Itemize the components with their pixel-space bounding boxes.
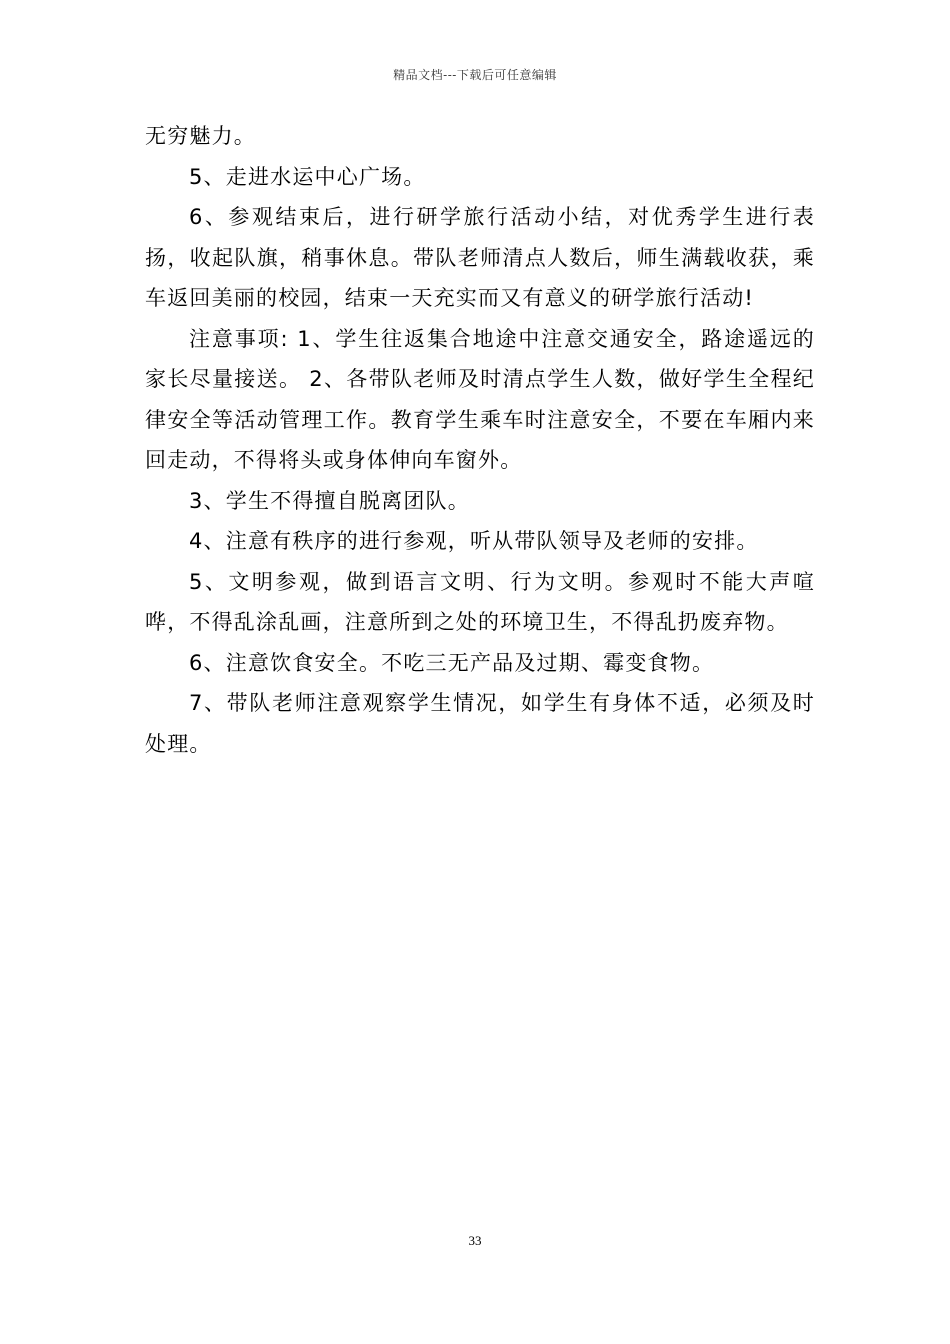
paragraph-item-5-square: 5、走进水运中心广场。: [189, 164, 426, 189]
paragraph-notes: 注意事项: 1、学生往返集合地途中注意交通安全，路途遥远的家长尽量接送。 2、各带队老师及时清点学生人数，做好学生全程纪律安全等活动管理工作。教育学生乘车时注意安全，不要在车厢内来回走动，不得将头或身体伸向车窗外。: [145, 326, 815, 472]
page-number: 33: [468, 1233, 482, 1248]
paragraph-note-4: 4、注意有秩序的进行参观，听从带队领导及老师的安排。: [189, 529, 759, 553]
paragraph-note-5: 5、文明参观，做到语言文明、行为文明。参观时不能大声喧哗，不得乱涂乱画，注意所到之处的环境卫生，不得乱扔废弃物。: [145, 569, 815, 634]
paragraph-note-6: 6、注意饮食安全。不吃三无产品及过期、霉变食物。: [189, 650, 715, 675]
paragraph-continuation: 无穷魅力。: [145, 124, 256, 148]
document-body: [145, 116, 815, 764]
paragraph-note-3: 3、学生不得擅自脱离团队。: [189, 488, 470, 513]
paragraph-note-7: 7、带队老师注意观察学生情况，如学生有身体不适，必须及时处理。: [145, 691, 815, 756]
page-header: 精品文档---下载后可任意编辑: [393, 68, 557, 82]
paragraph-item-6-summary: 6、参观结束后，进行研学旅行活动小结，对优秀学生进行表扬，收起队旗，稍事休息。带队老师清点人数后，师生满载收获，乘车返回美丽的校园，结束一天充实而又有意义的研学旅行活动!: [145, 205, 815, 310]
